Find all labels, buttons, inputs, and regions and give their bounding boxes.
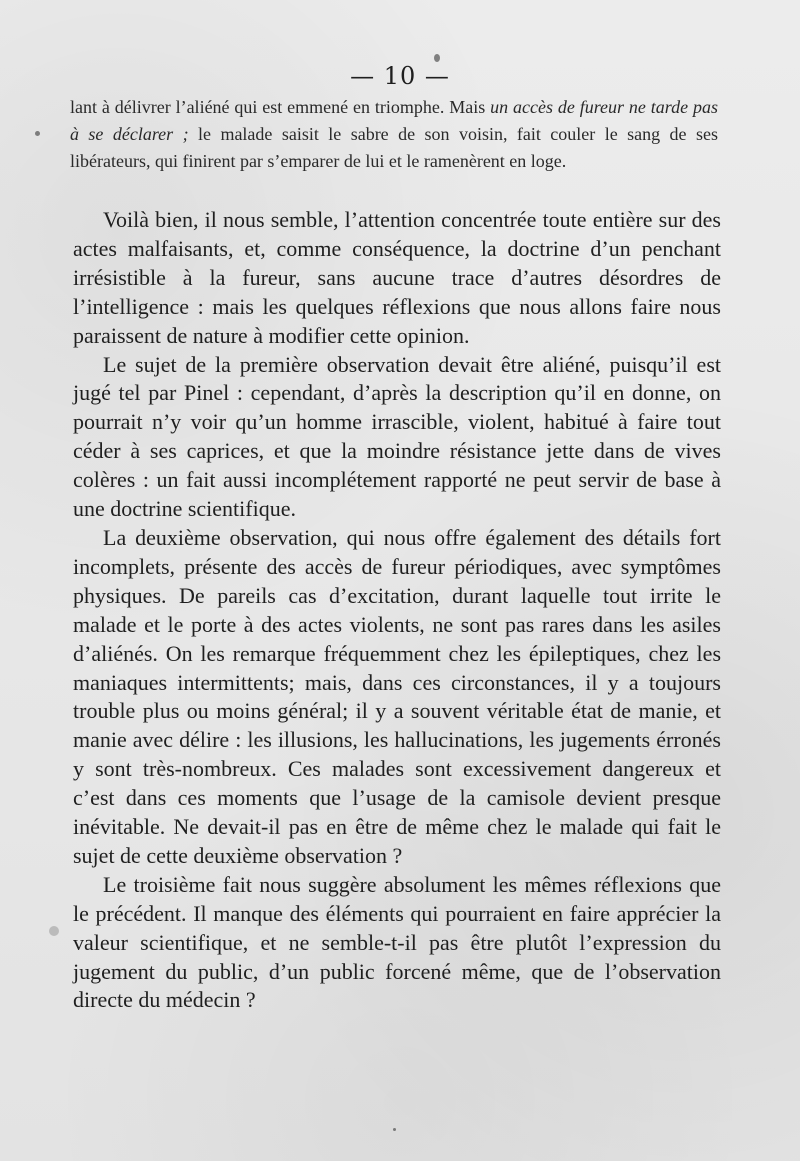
- paragraph: Le troisième fait nous suggère absolument les mêmes réflexions que le précédent. Il manque des éléments qui pourraient en faire apprécier la valeur scientifique, et ne semble-t-il pas être plutôt l’expression du jugement du public, d’un public forcené même, que de l’observation directe du médecin ?: [73, 871, 721, 1013]
- paper-stain: [49, 926, 59, 936]
- intro-text-start: lant à délivrer l’aliéné qui est emmené en triomphe. Mais: [70, 97, 491, 117]
- page-number: — 10 —: [350, 62, 450, 90]
- intro-paragraph: [70, 94, 718, 175]
- paragraph: La deuxième observation, qui nous offre également des détails fort incomplets, présente des accès de fureur périodiques, avec symptômes physiques. De pareils cas d’excitation, durant laquelle tout irrite le malade et le porte à des actes violents, ne sont pas rares dans les asiles d’aliénés. On les remarque fréquemment chez les épileptiques, chez les maniaques intermittents; mais, dans ces circonstances, il y a toujours trouble plus ou moins général; il y a souvent véritable état de manie, et manie avec délire : les illusions, les hallucinations, les jugements érronés y sont très-nombreux. Ces malades sont excessivement dangereux et c’est dans ces moments que l’usage de la camisole devient presque inévitable. Ne devait-il pas en être de même chez le malade qui fait le sujet de cette deuxième observation ?: [73, 524, 721, 868]
- paragraph: Voilà bien, il nous semble, l’attention concentrée toute entière sur des actes malfaisants, et, comme conséquence, la doctrine d’un penchant irrésistible à la fureur, sans aucune trace d’autres désordres de l’intelligence : mais les quelques réflexions que nous allons faire nous paraissent de nature à modifier cette opinion.: [73, 207, 721, 348]
- paragraph: Le sujet de la première observation devait être aliéné, puisqu’il est jugé tel par Pinel : cependant, d’après la description qu’il en donne, on pourrait n’y voir qu’un homme irrascible, violent, habitué à faire tout céder à ses caprices, et que la moindre résistance jette dans de vives colères : un fait aussi incomplétement rapporté ne peut servir de base à une doctrine scientifique.: [73, 351, 721, 522]
- intro-italic-text: un accès de fureur ne tarde pas à se déclarer ;: [70, 97, 718, 144]
- intro-text-end: le malade saisit le sabre de son voisin, fait couler le sang de ses libérateurs, qui finirent par s’emparer de lui et le ramenèrent en loge.: [70, 124, 718, 171]
- main-text: [73, 206, 721, 1015]
- ink-speck: [393, 1128, 396, 1131]
- ink-speck: [35, 131, 40, 136]
- ink-speck: [434, 54, 440, 62]
